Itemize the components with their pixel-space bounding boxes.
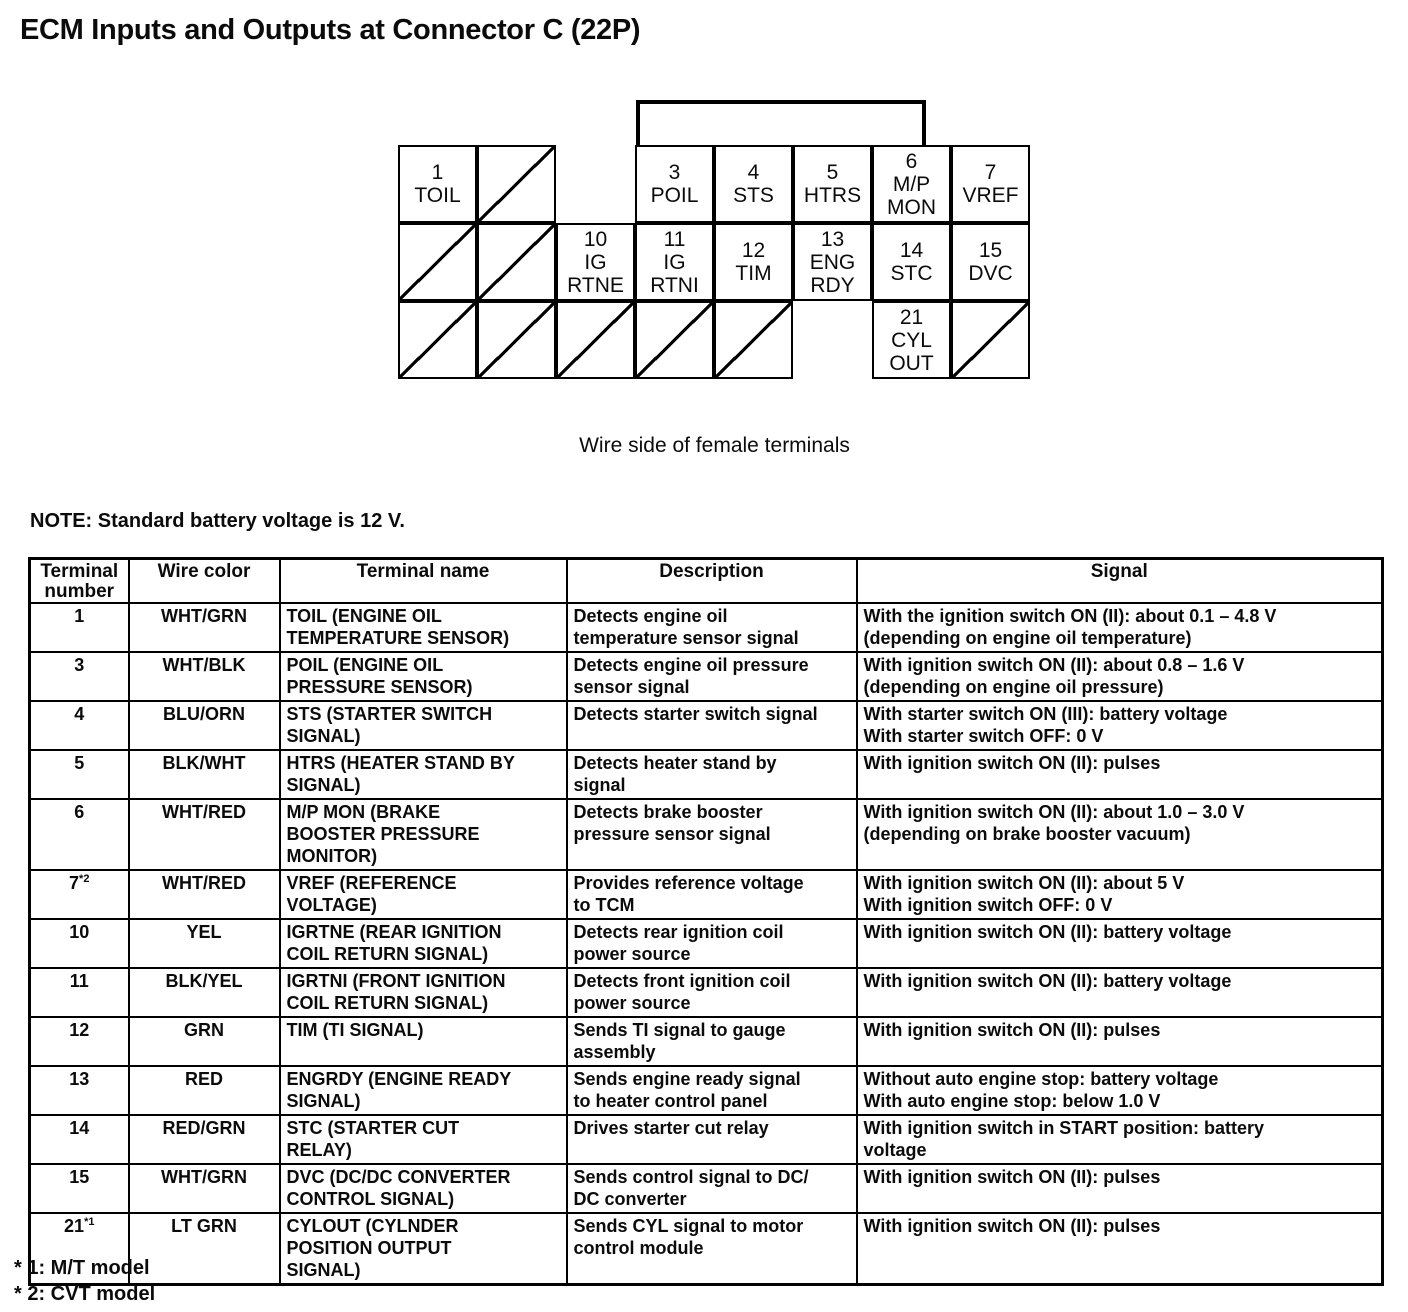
description-line: temperature sensor signal [573, 628, 799, 648]
terminal-name-line: IGRTNI (FRONT IGNITION [286, 971, 506, 991]
connector-diagram [398, 145, 1031, 379]
footnote-marker: *2 [79, 873, 90, 885]
description-line: Detects engine oil [573, 606, 728, 626]
terminal-number-cell [30, 701, 129, 750]
wire-color-cell: RED/GRN [129, 1115, 280, 1164]
signal-line: With the ignition switch ON (II): about 0.1 – 4.8 V [863, 606, 1277, 626]
terminal-name-line: SIGNAL) [286, 1260, 361, 1280]
description-line: Detects rear ignition coil [573, 922, 784, 942]
pin-label: IG [584, 250, 607, 274]
terminal-number-cell [30, 968, 129, 1017]
pin-number: 21 [899, 305, 924, 329]
wire-color-cell: WHT/RED [129, 870, 280, 919]
description-line: signal [573, 775, 626, 795]
pin-label: MON [887, 195, 936, 219]
pin-label: RTNI [650, 273, 699, 297]
terminal-name-cell [280, 750, 567, 799]
terminal-name-line: M/P MON (BRAKE [286, 802, 441, 822]
signal-line: (depending on engine oil temperature) [863, 628, 1192, 648]
signal-line: With ignition switch ON (II): pulses [863, 1167, 1161, 1187]
signal-cell [857, 652, 1383, 701]
wire-color-cell: BLK/WHT [129, 750, 280, 799]
table-row-terminal-7 [30, 870, 1383, 919]
description-line: Sends TI signal to gauge [573, 1020, 786, 1040]
terminal-name-line: SIGNAL) [286, 1091, 361, 1111]
pin-number: 11 [663, 227, 686, 251]
table-row-terminal-12 [30, 1017, 1383, 1066]
description-line: Sends CYL signal to motor [573, 1216, 804, 1236]
terminals-table [28, 557, 1384, 1286]
description-line: Sends control signal to DC/ [573, 1167, 809, 1187]
wire-color-cell: WHT/BLK [129, 652, 280, 701]
table-body [30, 603, 1383, 1285]
pin-label: OUT [889, 351, 934, 375]
wire-color-cell: LT GRN [129, 1213, 280, 1285]
connector-blank-cell [477, 223, 556, 301]
wire-color-cell: BLU/ORN [129, 701, 280, 750]
terminal-name-cell [280, 919, 567, 968]
signal-cell [857, 799, 1383, 870]
wire-color-cell: WHT/RED [129, 799, 280, 870]
description-line: pressure sensor signal [573, 824, 771, 844]
terminal-number: 15 [69, 1167, 90, 1187]
signal-line: voltage [863, 1140, 927, 1160]
connector-pin-1 [398, 145, 477, 223]
wire-color-cell: WHT/GRN [129, 1164, 280, 1213]
pin-number: 5 [826, 161, 839, 184]
pin-label: RDY [810, 273, 855, 297]
pin-number: 15 [978, 239, 1003, 262]
connector-pin-21 [872, 301, 951, 379]
description-line: power source [573, 993, 691, 1013]
table-row-terminal-6 [30, 799, 1383, 870]
terminal-name-line: TEMPERATURE SENSOR) [286, 628, 510, 648]
terminal-number-cell [30, 799, 129, 870]
pin-label: TIM [735, 262, 772, 285]
connector-blank-cell [635, 301, 714, 379]
terminal-name-line: STS (STARTER SWITCH [286, 704, 493, 724]
terminal-name-cell [280, 968, 567, 1017]
terminal-name-line: IGRTNE (REAR IGNITION [286, 922, 502, 942]
footnote-marker: *1 [84, 1216, 95, 1228]
signal-cell [857, 968, 1383, 1017]
terminal-number: 6 [74, 802, 85, 822]
table-row-terminal-10 [30, 919, 1383, 968]
terminal-name-line: CONTROL SIGNAL) [286, 1189, 455, 1209]
description-cell [567, 652, 857, 701]
terminal-number-cell [30, 870, 129, 919]
terminal-name-cell [280, 652, 567, 701]
description-cell [567, 799, 857, 870]
terminal-number-cell [30, 1115, 129, 1164]
wire-color-cell: GRN [129, 1017, 280, 1066]
pin-label: STC [890, 262, 933, 285]
connector-keyway-tab [636, 100, 926, 145]
wire-color-cell: RED [129, 1066, 280, 1115]
terminal-name-cell [280, 870, 567, 919]
terminal-name-cell [280, 701, 567, 750]
connector-pin-5 [793, 145, 872, 223]
terminal-name-line: RELAY) [286, 1140, 352, 1160]
connector-blank-cell [398, 301, 477, 379]
connector-pin-13 [793, 223, 872, 301]
connector-pin-3 [635, 145, 714, 223]
pin-label: STS [733, 184, 774, 207]
description-line: Detects brake booster [573, 802, 763, 822]
terminal-name-line: BOOSTER PRESSURE [286, 824, 480, 844]
footnote-1: * 1: M/T model [14, 1257, 150, 1279]
footnotes [14, 1255, 155, 1307]
connector-pin-11 [635, 223, 714, 301]
connector-pin-10 [556, 223, 635, 301]
signal-line: With ignition switch ON (II): about 5 V [863, 873, 1185, 893]
connector-pin-14 [872, 223, 951, 301]
terminal-name-line: ENGRDY (ENGINE READY [286, 1069, 512, 1089]
terminal-number: 5 [74, 753, 85, 773]
terminal-number: 4 [74, 704, 85, 724]
signal-cell [857, 1017, 1383, 1066]
signal-cell [857, 1066, 1383, 1115]
signal-line: With ignition switch OFF: 0 V [863, 895, 1113, 915]
description-line: to TCM [573, 895, 635, 915]
terminal-number-cell [30, 652, 129, 701]
wire-color-cell: BLK/YEL [129, 968, 280, 1017]
pin-number: 10 [583, 227, 608, 251]
connector-pin-4 [714, 145, 793, 223]
description-cell [567, 701, 857, 750]
terminal-name-cell [280, 603, 567, 652]
wire-color-cell: WHT/GRN [129, 603, 280, 652]
connector-blank-cell [477, 301, 556, 379]
description-cell [567, 968, 857, 1017]
pin-label: VREF [962, 184, 1019, 207]
terminal-name-line: VOLTAGE) [286, 895, 377, 915]
terminal-name-cell [280, 799, 567, 870]
pin-number: 12 [741, 239, 766, 262]
connector-blank-cell [477, 145, 556, 223]
connector-blank-cell [714, 301, 793, 379]
description-cell [567, 919, 857, 968]
terminal-number-cell [30, 1164, 129, 1213]
terminal-name-line: POIL (ENGINE OIL [286, 655, 444, 675]
description-line: control module [573, 1238, 704, 1258]
terminal-name-line: SIGNAL) [286, 726, 361, 746]
description-line: Detects heater stand by [573, 753, 777, 773]
terminal-name-line: DVC (DC/DC CONVERTER [286, 1167, 511, 1187]
pin-label: ENG [809, 250, 856, 274]
signal-cell [857, 870, 1383, 919]
description-cell [567, 870, 857, 919]
terminal-name-line: TIM (TI SIGNAL) [286, 1020, 424, 1040]
description-line: Provides reference voltage [573, 873, 804, 893]
terminal-name-line: TOIL (ENGINE OIL [286, 606, 442, 626]
column-header-wire-color: Wire color [129, 559, 280, 604]
signal-line: Without auto engine stop: battery voltage [863, 1069, 1219, 1089]
terminal-name-line: STC (STARTER CUT [286, 1118, 460, 1138]
connector-pin-15 [951, 223, 1030, 301]
terminal-number: 12 [69, 1020, 90, 1040]
terminal-name-line: COIL RETURN SIGNAL) [286, 993, 489, 1013]
terminal-number: 3 [74, 655, 85, 675]
pin-number: 4 [747, 161, 760, 184]
table-row-terminal-11 [30, 968, 1383, 1017]
description-line: assembly [573, 1042, 656, 1062]
table-row-terminal-1 [30, 603, 1383, 652]
description-line: Detects front ignition coil [573, 971, 791, 991]
signal-cell [857, 1213, 1383, 1285]
pin-number: 13 [820, 227, 845, 251]
description-cell [567, 1017, 857, 1066]
signal-cell [857, 750, 1383, 799]
pin-number: 3 [668, 161, 681, 184]
pin-label: POIL [650, 184, 699, 207]
connector-blank-cell [556, 301, 635, 379]
terminal-number: 21 [64, 1216, 85, 1236]
signal-line: With ignition switch ON (II): pulses [863, 1216, 1161, 1236]
signal-line: With ignition switch ON (II): pulses [863, 1020, 1161, 1040]
description-cell [567, 750, 857, 799]
terminal-name-cell [280, 1213, 567, 1285]
terminal-name-cell [280, 1017, 567, 1066]
terminal-name-line: PRESSURE SENSOR) [286, 677, 473, 697]
terminal-number: 13 [69, 1069, 90, 1089]
signal-cell [857, 701, 1383, 750]
connector-grid [398, 145, 1031, 379]
description-line: sensor signal [573, 677, 690, 697]
signal-line: With ignition switch ON (II): battery voltage [863, 971, 1232, 991]
description-cell [567, 1115, 857, 1164]
description-cell [567, 1066, 857, 1115]
signal-cell [857, 603, 1383, 652]
terminal-name-line: CYLOUT (CYLNDER [286, 1216, 459, 1236]
description-line: Detects engine oil pressure [573, 655, 809, 675]
connector-blank-cell [951, 301, 1030, 379]
pin-label: CYL [891, 328, 932, 352]
table-row-terminal-5 [30, 750, 1383, 799]
connector-pin-7 [951, 145, 1030, 223]
terminal-number: 14 [69, 1118, 90, 1138]
signal-cell [857, 919, 1383, 968]
pin-label: M/P [892, 172, 931, 196]
description-line: Drives starter cut relay [573, 1118, 769, 1138]
signal-line: With starter switch ON (III): battery voltage [863, 704, 1228, 724]
connector-caption: Wire side of female terminals [579, 434, 850, 457]
terminal-number-cell [30, 1066, 129, 1115]
pin-number: 1 [431, 161, 444, 184]
terminal-number: 10 [69, 922, 90, 942]
pin-label: IG [663, 250, 686, 274]
terminal-number: 7 [69, 873, 80, 893]
page-title: ECM Inputs and Outputs at Connector C (22P) [20, 14, 641, 46]
table-row-terminal-21 [30, 1213, 1383, 1285]
terminal-number-cell [30, 750, 129, 799]
terminal-name-line: SIGNAL) [286, 775, 361, 795]
pin-label: RTNE [567, 273, 624, 297]
table-row-terminal-13 [30, 1066, 1383, 1115]
terminal-number: 1 [74, 606, 85, 626]
terminal-number-cell [30, 603, 129, 652]
column-header-terminal-number: Terminal number [30, 559, 129, 604]
table-row-terminal-3 [30, 652, 1383, 701]
description-line: Detects starter switch signal [573, 704, 818, 724]
terminal-number: 11 [69, 971, 89, 991]
column-header-description: Description [567, 559, 857, 604]
terminal-name-line: MONITOR) [286, 846, 378, 866]
table-row-terminal-15 [30, 1164, 1383, 1213]
pin-label: DVC [968, 262, 1013, 285]
table-row-terminal-4 [30, 701, 1383, 750]
description-cell [567, 603, 857, 652]
signal-line: With starter switch OFF: 0 V [863, 726, 1104, 746]
terminal-name-line: VREF (REFERENCE [286, 873, 457, 893]
signal-line: With ignition switch ON (II): battery voltage [863, 922, 1232, 942]
terminal-name-cell [280, 1066, 567, 1115]
terminal-name-line: HTRS (HEATER STAND BY [286, 753, 515, 773]
pin-label: HTRS [803, 184, 862, 207]
signal-line: (depending on engine oil pressure) [863, 677, 1164, 697]
connector-pin-12 [714, 223, 793, 301]
pin-number: 14 [899, 239, 924, 262]
description-line: power source [573, 944, 691, 964]
description-line: to heater control panel [573, 1091, 768, 1111]
terminal-number-cell [30, 1017, 129, 1066]
signal-line: With ignition switch ON (II): pulses [863, 753, 1161, 773]
connector-pin-6 [872, 145, 951, 223]
pin-number: 6 [905, 149, 918, 173]
signal-cell [857, 1115, 1383, 1164]
terminal-name-line: COIL RETURN SIGNAL) [286, 944, 489, 964]
terminal-name-cell [280, 1115, 567, 1164]
terminal-number-cell [30, 919, 129, 968]
pin-label: TOIL [414, 184, 461, 207]
wire-color-cell: YEL [129, 919, 280, 968]
signal-line: (depending on brake booster vacuum) [863, 824, 1191, 844]
table-row-terminal-14 [30, 1115, 1383, 1164]
description-line: DC converter [573, 1189, 687, 1209]
table-header-row [30, 559, 1383, 604]
signal-cell [857, 1164, 1383, 1213]
note-text: NOTE: Standard battery voltage is 12 V. [30, 510, 405, 532]
column-header-terminal-name: Terminal name [280, 559, 567, 604]
signal-line: With ignition switch ON (II): about 0.8 – 1.6 V [863, 655, 1245, 675]
description-cell [567, 1164, 857, 1213]
signal-line: With ignition switch ON (II): about 1.0 – 3.0 V [863, 802, 1245, 822]
footnote-2: * 2: CVT model [14, 1283, 156, 1305]
signal-line: With ignition switch in START position: battery [863, 1118, 1264, 1138]
signal-line: With auto engine stop: below 1.0 V [863, 1091, 1161, 1111]
pin-number: 7 [984, 161, 997, 184]
description-line: Sends engine ready signal [573, 1069, 801, 1089]
column-header-signal: Signal [857, 559, 1383, 604]
terminal-name-line: POSITION OUTPUT [286, 1238, 452, 1258]
terminal-name-cell [280, 1164, 567, 1213]
connector-blank-cell [398, 223, 477, 301]
description-cell [567, 1213, 857, 1285]
